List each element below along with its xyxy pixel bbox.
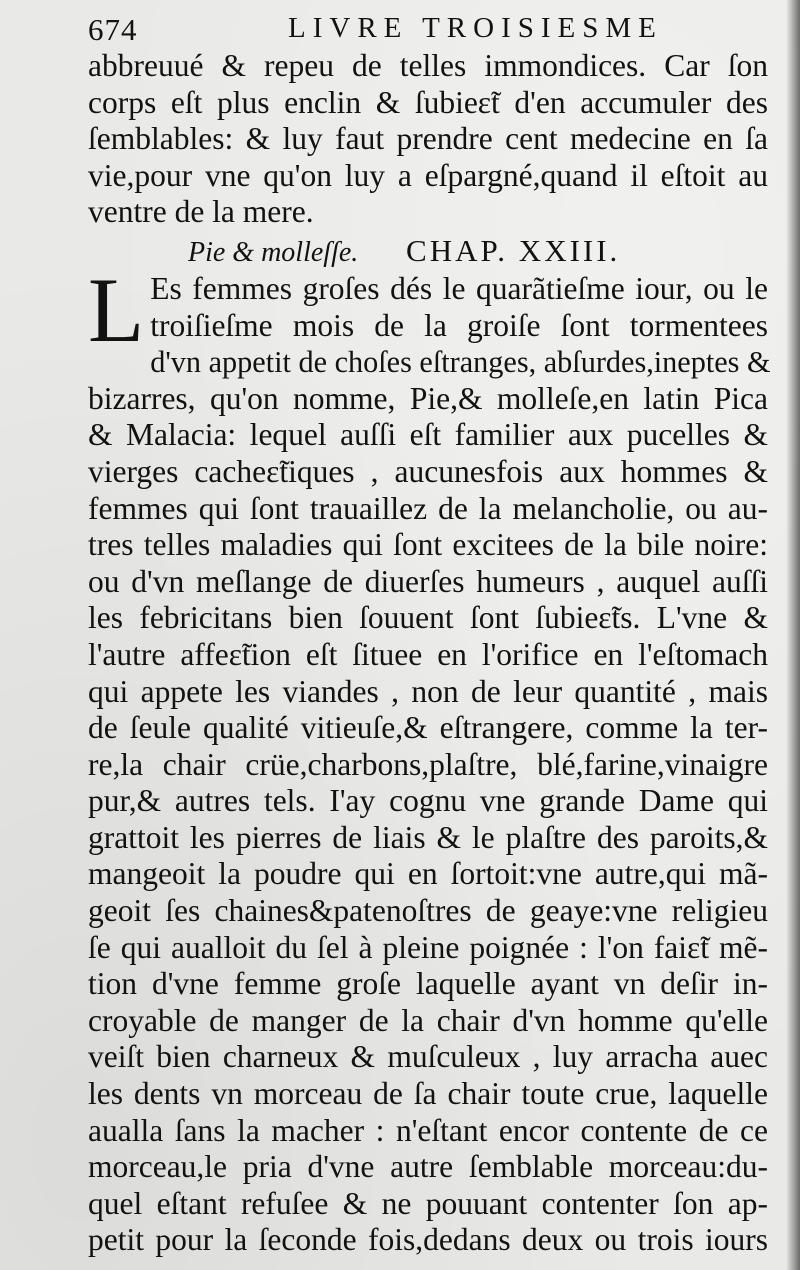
drop-cap-letter: L xyxy=(88,258,145,361)
text-line: grattoit les pierres de liais & le plaſtre des paroits,& xyxy=(88,819,768,855)
text-line: pur,& autres tels. I'ay cognu vne grande Dame qui xyxy=(88,783,768,819)
dropcap-paragraph-start xyxy=(88,258,768,361)
text-line: morceau,le pria d'vne autre ſemblable morceau:du- xyxy=(88,1149,768,1185)
text-line: qui appete les viandes , non de leur quantité , mais xyxy=(88,673,768,709)
text-line: corps eſt plus enclin & ſubieɛ̃t d'en accumuler des xyxy=(88,84,768,120)
text-line: les dents vn morceau de ſa chair toute crue, laquelle xyxy=(88,1076,768,1112)
text-line: vie,pour vne qu'on luy a eſpargné,quand il eſtoit au xyxy=(88,157,768,193)
page-number: 674 xyxy=(88,12,138,47)
text-line: tres telles maladies qui ſont excitees de la bile noire: xyxy=(88,527,768,563)
text-line: geoit ſes chaines&patenoſtres de geaye:vne religieu xyxy=(88,893,768,929)
running-title: LIVRE TROISIESME xyxy=(288,12,663,44)
chapter-heading xyxy=(88,231,768,271)
text-line: tion d'vne femme groſe laquelle ayant vn deſir in- xyxy=(88,966,768,1002)
text-line: d'vn appetit de choſes eſtranges, abſurdes,ineptes & xyxy=(150,345,771,380)
chapter-number: CHAP. XXIII. xyxy=(406,232,621,268)
text-line: re,la chair crüe,charbons,plaſtre, blé,farine,vinaigre xyxy=(88,746,768,782)
text-line: troiſieſme mois de la groiſe ſont tormentees xyxy=(150,307,768,343)
text-line: croyable de manger de la chair d'vn homme qu'elle xyxy=(88,1002,768,1038)
text-line: petit pour la ſeconde fois,dedans deux ou trois iours xyxy=(88,1222,768,1258)
text-line: quel eſtant refuſee & ne pouuant contenter ſon ap- xyxy=(88,1185,768,1221)
text-line: ou d'vn meſlange de diuerſes humeurs , auquel auſſi xyxy=(88,563,768,599)
text-line: aualla ſans la macher : n'eſtant encor contente de ce xyxy=(88,1112,768,1148)
text-line: veiſt bien charneux & muſculeux , luy arracha auec xyxy=(88,1039,768,1075)
text-line: abbreuué & repeu de telles immondices. Car ſon xyxy=(88,48,768,83)
text-line: bizarres, qu'on nomme, Pie,& molleſe,en latin Pica xyxy=(88,380,768,416)
text-line: ſe qui aualloit du ſel à pleine poignée : l'on faiɛ̃t mẽ- xyxy=(88,929,768,965)
text-line: mangeoit la poudre qui en ſortoit:vne autre,qui mã- xyxy=(88,856,768,892)
text-line: Es femmes groſes dés le quarãtieſme iour, ou le xyxy=(150,270,768,306)
text-line: femmes qui ſont trauaillez de la melancholie, ou au- xyxy=(88,490,768,526)
text-line: ventre de la mere. xyxy=(88,194,314,230)
text-block xyxy=(88,48,771,1259)
text-line: & Malacia: lequel auſſi eſt familier aux pucelles & xyxy=(88,417,768,453)
text-line: l'autre affeɛ̃tion eſt ſituee en l'orifice en l'eſtomach xyxy=(88,636,768,672)
text-line: les febricitans bien ſouuent ſont ſubieɛ̃ts. L'vne & xyxy=(88,600,768,636)
text-line: vierges cacheɛ̃tiques , aucunesfois aux hommes & xyxy=(88,453,768,489)
page-header xyxy=(88,10,748,50)
text-line: de ſeule qualité vitieuſe,& eſtrangere, comme la ter- xyxy=(88,710,768,746)
text-line: ſemblables: & luy faut prendre cent medecine en ſa xyxy=(88,121,768,157)
chapter-title: Pie & molleſſe. xyxy=(188,236,359,268)
